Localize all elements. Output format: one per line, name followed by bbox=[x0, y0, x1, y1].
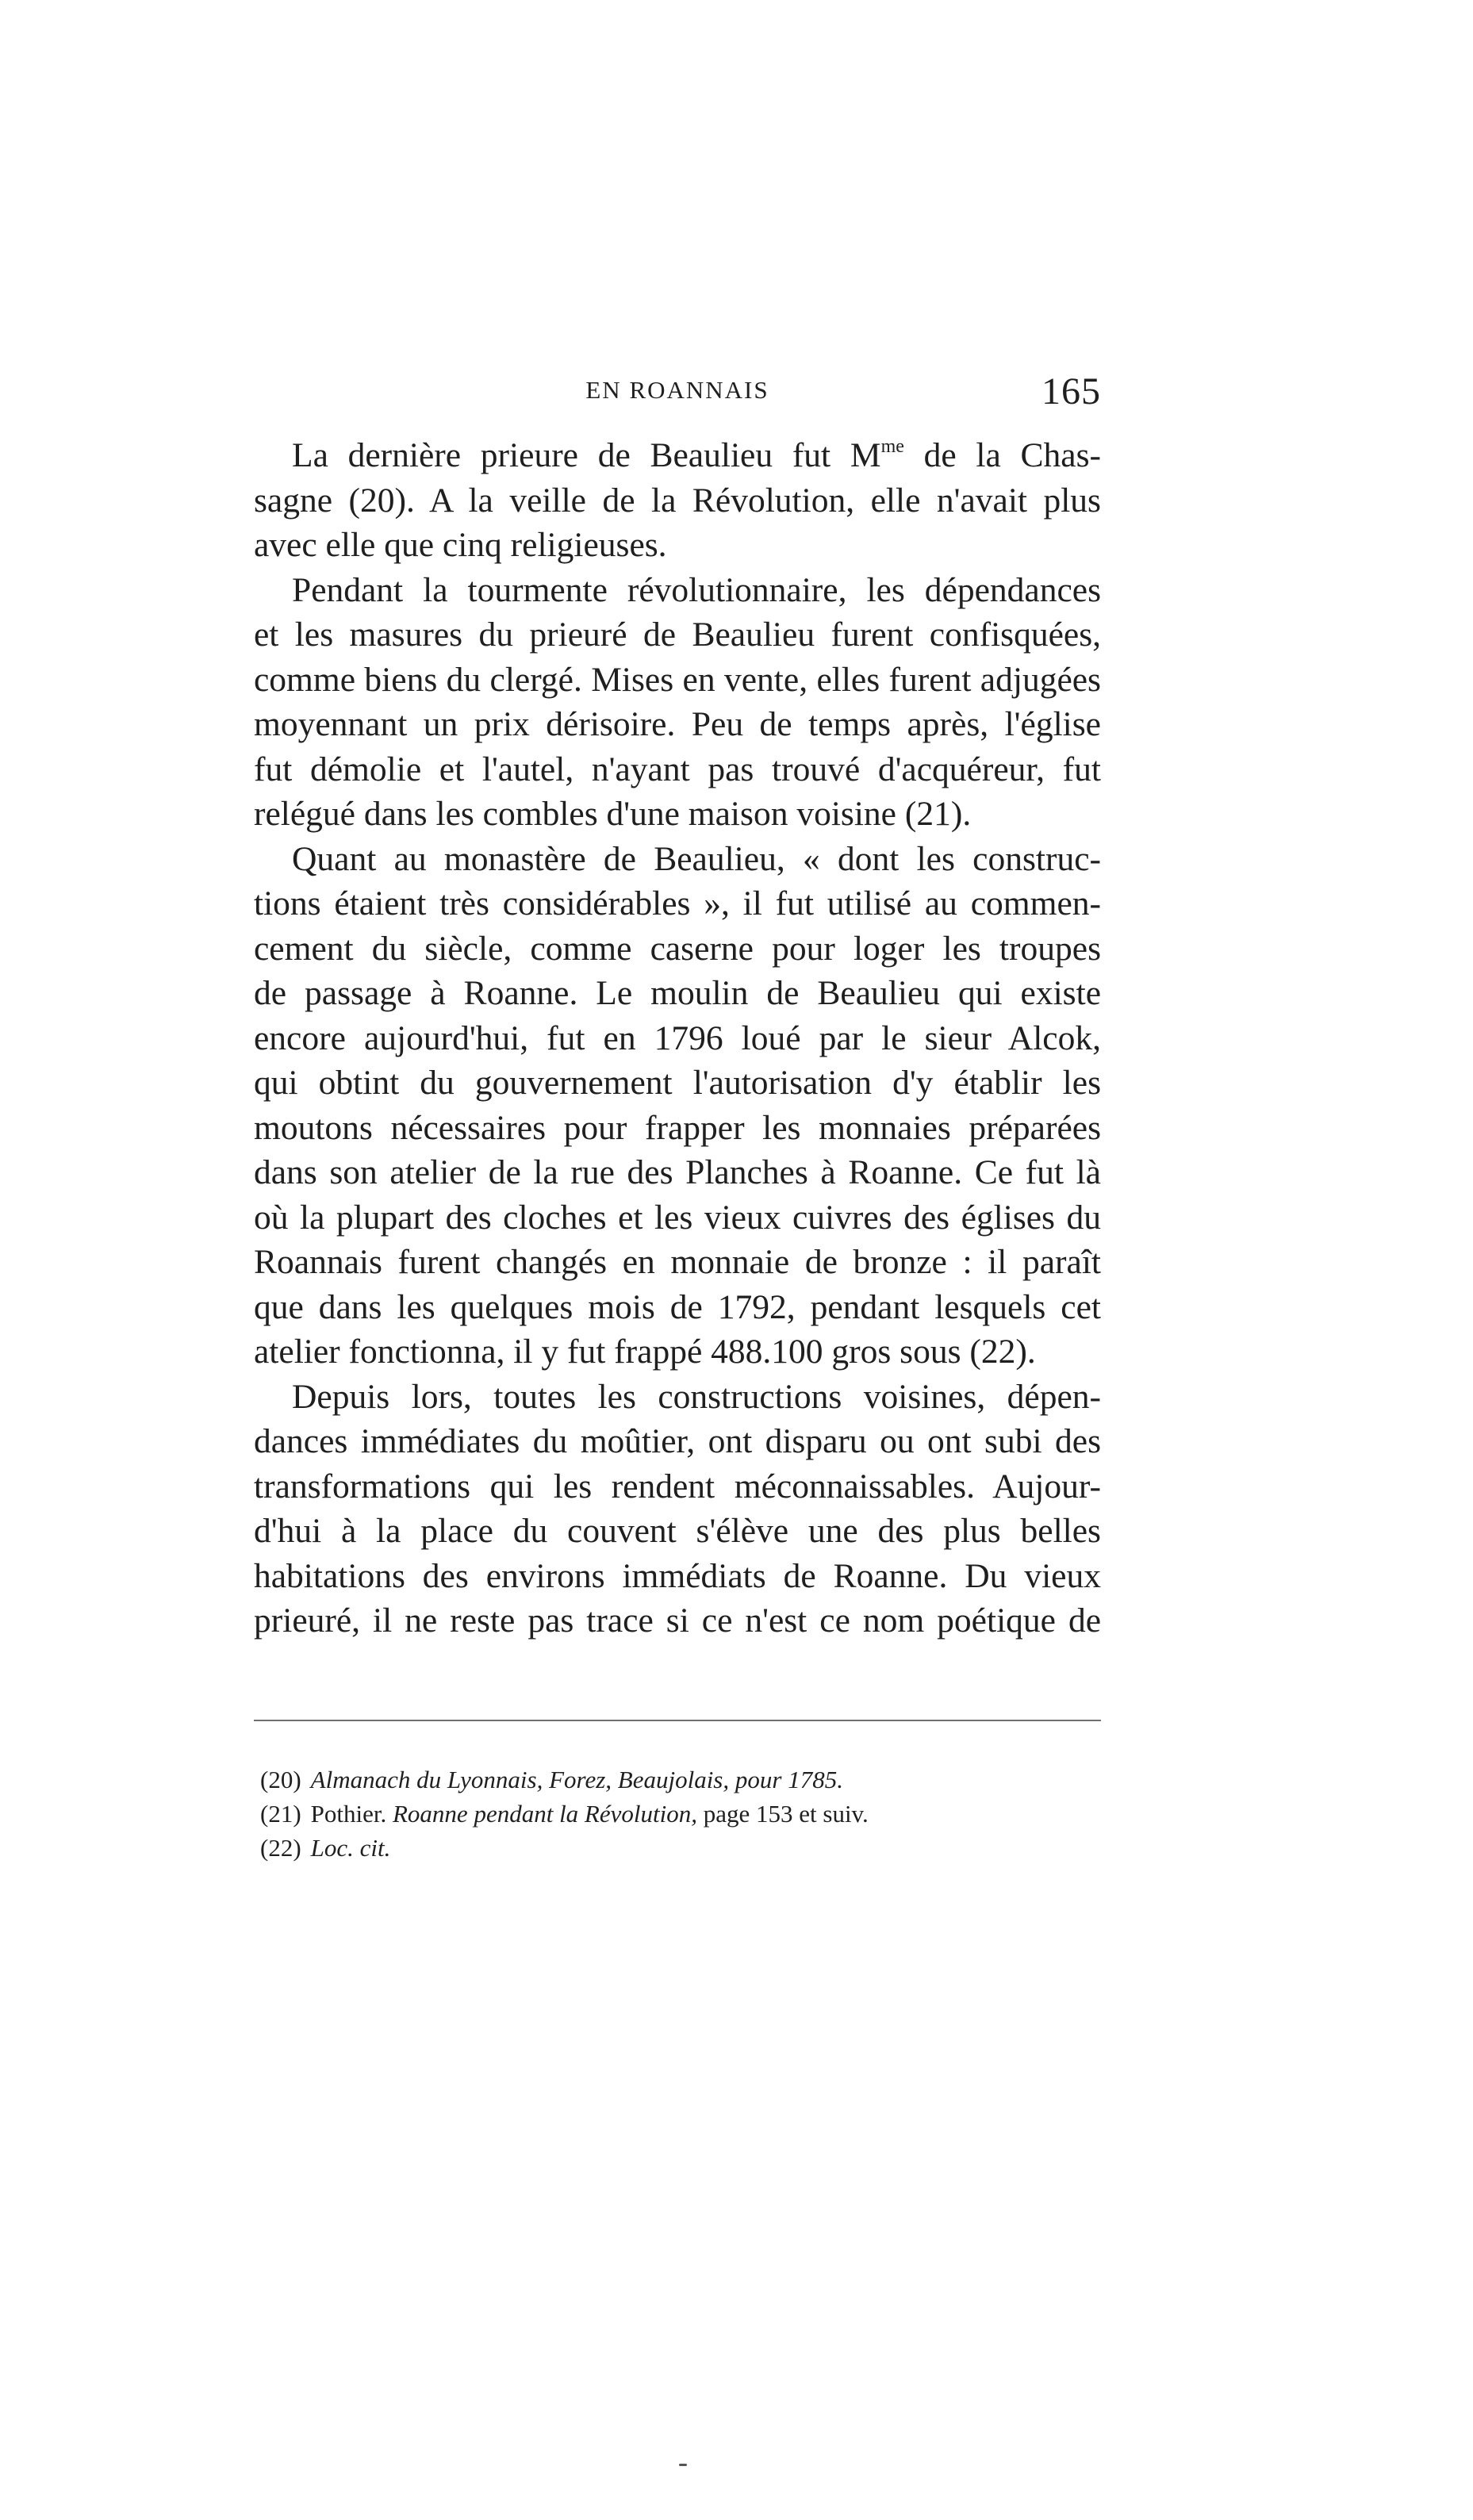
footnote-italic-text: Loc. cit. bbox=[310, 1834, 391, 1862]
footnote-number: (22) bbox=[260, 1834, 301, 1862]
text-line: dans son atelier de la rue des Planches à Roanne. Ce fut là bbox=[254, 1153, 1101, 1191]
text-line bbox=[254, 433, 1101, 478]
text-line: où la plupart des cloches et les vieux cuivres des églises du bbox=[254, 1198, 1101, 1237]
paragraph-4 bbox=[254, 1375, 1101, 1644]
footnote-number: (20) bbox=[260, 1766, 301, 1793]
footnote-22 bbox=[260, 1831, 1101, 1865]
text-line: d'hui à la place du couvent s'élève une des plus belles bbox=[254, 1512, 1101, 1550]
footnote-20 bbox=[260, 1762, 1101, 1797]
page-number: 165 bbox=[1041, 370, 1101, 412]
footnote-21 bbox=[260, 1797, 1101, 1831]
text-line: avec elle que cinq religieuses. bbox=[254, 526, 667, 564]
footnote-separator bbox=[254, 1720, 1101, 1721]
paragraph-1 bbox=[254, 433, 1101, 568]
text-line: dances immédiates du moûtier, ont disparu ou ont subi des bbox=[254, 1422, 1101, 1460]
text-line-end: de la Chas- bbox=[903, 436, 1102, 474]
text-line: prieuré, il ne reste pas trace si ce n'est ce nom poétique de bbox=[254, 1601, 1101, 1640]
text-line: de passage à Roanne. Le moulin de Beaulieu qui existe bbox=[254, 974, 1101, 1012]
text-line: cement du siècle, comme caserne pour loger les troupes bbox=[254, 929, 1101, 968]
text-line: atelier fonctionna, il y fut frappé 488.100 gros sous (22). bbox=[254, 1333, 1036, 1371]
text-line: habitations des environs immédiats de Roanne. Du vieux bbox=[254, 1556, 1101, 1595]
superscript: me bbox=[880, 436, 904, 457]
footnote-number: (21) bbox=[260, 1800, 301, 1828]
text-line: relégué dans les combles d'une maison voisine (21). bbox=[254, 795, 972, 833]
footnote-text: Pothier. bbox=[310, 1800, 393, 1828]
text-line: fut démolie et l'autel, n'ayant pas trouvé d'acquéreur, fut bbox=[254, 750, 1101, 788]
text-line: moutons nécessaires pour frapper les monnaies préparées bbox=[254, 1108, 1101, 1147]
text-line: comme biens du clergé. Mises en vente, elles furent adjugées bbox=[254, 660, 1101, 699]
text-line: moyennant un prix dérisoire. Peu de temps après, l'église bbox=[254, 705, 1101, 743]
running-head bbox=[254, 370, 1101, 417]
paragraph-2 bbox=[254, 568, 1101, 837]
footnotes bbox=[260, 1762, 1101, 1865]
body-text bbox=[254, 433, 1101, 1644]
text-line: Roannais furent changés en monnaie de bronze : il paraît bbox=[254, 1243, 1101, 1281]
text-line: sagne (20). A la veille de la Révolution, elle n'avait plus bbox=[254, 481, 1101, 520]
running-title: EN ROANNAIS bbox=[585, 376, 769, 404]
paragraph-3 bbox=[254, 837, 1101, 1375]
text-line: Quant au monastère de Beaulieu, « dont les construc- bbox=[292, 839, 1101, 878]
text-line: que dans les quelques mois de 1792, pendant lesquels cet bbox=[254, 1287, 1101, 1326]
text-line-start: La dernière prieure de Beaulieu fut M bbox=[292, 436, 881, 474]
text-line: qui obtint du gouvernement l'autorisation d'y établir les bbox=[254, 1064, 1101, 1102]
text-line: transformations qui les rendent méconnaissables. Aujour- bbox=[254, 1467, 1101, 1505]
text-line: encore aujourd'hui, fut en 1796 loué par le sieur Alcok, bbox=[254, 1018, 1101, 1057]
print-speck bbox=[679, 2464, 687, 2466]
text-line: tions étaient très considérables », il fut utilisé au commen- bbox=[254, 884, 1101, 922]
text-line: et les masures du prieuré de Beaulieu furent confisquées, bbox=[254, 616, 1101, 654]
text-line: Pendant la tourmente révolutionnaire, les dépendances bbox=[292, 570, 1101, 609]
text-line: Depuis lors, toutes les constructions voisines, dépen- bbox=[292, 1377, 1101, 1416]
footnote-text: page 153 et suiv. bbox=[696, 1800, 869, 1828]
footnote-italic-text: Roanne pendant la Révolution, bbox=[393, 1800, 697, 1828]
footnote-italic-text: Almanach du Lyonnais, Forez, Beaujolais, pour 1785. bbox=[310, 1766, 843, 1793]
